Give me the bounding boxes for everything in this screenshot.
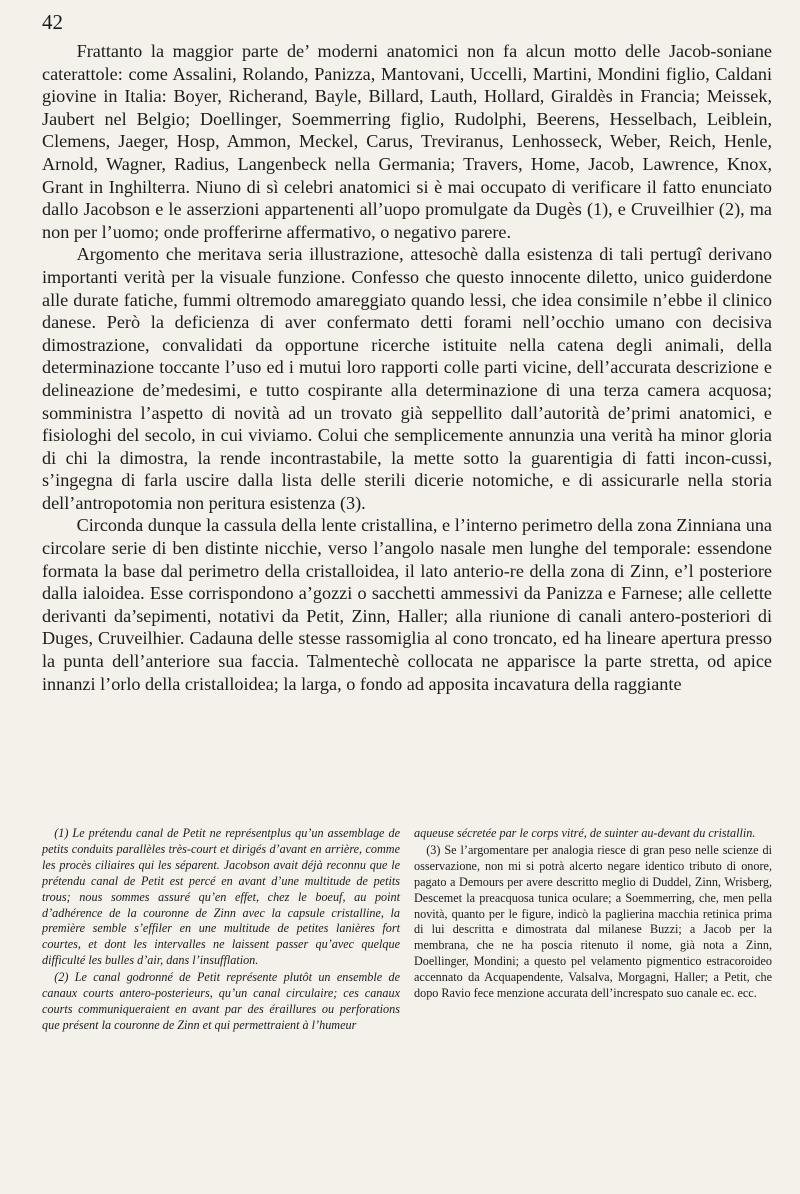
footnote-2-continuation: aqueuse sécretée par le corps vitré, de suinter au-devant du cristallin. xyxy=(414,826,756,840)
footnote-1: (1) Le prétendu canal de Petit ne représentplus qu’un assemblage de petits conduits parallèles très-court et dirigés d’avant en arrière, comme les procès ciliaires qui les séparent. Jacobson avait déjà reconnu que le prétendu canal de Petit est percé en avant d’une multitude de petits trous; nous sommes assuré qu’en effet, chez le boeuf, au point d’adhérence de la couronne de Zinn avec la capsule cristalline, la première semble s’effiler en une multitude de petites lanières fort courtes, et dont les intervalles ne laissent passer qu’avec quelque difficulté les bulles d’air, dans l’insufflation. xyxy=(42,826,400,968)
main-text xyxy=(42,40,772,695)
footnote-column-right xyxy=(414,826,772,1035)
body-paragraph-1: Frattanto la maggior parte de’ moderni anatomici non fa alcun motto delle Jacob-soniane caterattole: come Assalini, Rolando, Panizza, Mantovani, Uccelli, Martini, Mondini figlio, Caldani giovine in Italia: Boyer, Richerand, Bayle, Billard, Lauth, Hollard, Giraldès in Francia; Meissek, Jaubert nel Belgio; Doellinger, Soemmerring figlio, Rudolphi, Beerens, Hesselbach, Leiblein, Clemens, Jaeger, Hosp, Ammon, Meckel, Carus, Treviranus, Lenhosseck, Weber, Reich, Henle, Arnold, Wagner, Radius, Langenbeck nella Germania; Travers, Home, Jacob, Lawrence, Knox, Grant in Inghilterra. Niuno di sì celebri anatomici si è mai occupato di verificare il fatto enunciato dallo Jacobson e le asserzioni appartenenti all’uopo promulgate da Dugès (1), e Cruveilhier (2), ma non per l’uomo; onde profferirne affermativo, o negativo parere. xyxy=(42,41,772,242)
body-paragraph-3: Circonda dunque la cassula della lente cristallina, e l’interno perimetro della zona Zinniana una circolare serie di ben distinte nicchie, verso l’angolo nasale men lunghe del temporale: essendone formata la base dal perimetro della cristalloidea, il lato anterio-re della zona di Zinn, e’l posteriore dalla ialoidea. Esse corrispondono a’gozzi o sacchetti ammessivi da Panizza e Farnese; alle cellette derivanti da’sepimenti, notativi da Petit, Zinn, Haller; alla riunione di canali antero-posteriori di Duges, Cruveilhier. Cadauna delle stesse rassomiglia al cono troncato, ed ha lineare apertura presso la punta dell’anteriore sua faccia. Talmentechè collocata ne apparisce la parte stretta, od apice innanzi l’orlo della cristalloidea; la larga, o fondo ad apposita incavatura della raggiante xyxy=(42,515,772,694)
body-paragraph-2: Argomento che meritava seria illustrazione, attesochè dalla esistenza di tali pertugî derivano importanti verità per la visuale funzione. Confesso che questo innocente diletto, unico guiderdone alle durate fatiche, fummi oltremodo amareggiato quando lessi, che idea consimile n’ebbe il clinico danese. Però la deficienza di aver confermato detti forami nell’occhio umano con decisiva dimostrazione, convalidati da opportune ricerche istituite nella catena degli animali, della determinazione toccante l’uso ed i mutui loro rapporti colle parti vicine, dell’accurata descrizione e delineazione de’medesimi, e tutto cospirante alla determinazione di una terza camera acquosa; somministra l’aspetto di novità ad un trovato già seppellito dall’autorità de’primi anatomici, e fisiologhi del secolo, in cui viviamo. Colui che semplicemente annunzia una verità ha minor gloria di chi la dimostra, la rende incontrastabile, la mette sotto la guarentigia di fatti incon-cussi, s’ingegna di farla uscire dalla lista delle sterili dicerie notomiche, e di assicurarle nella storia dell’antropotomia non peritura esistenza (3). xyxy=(42,244,772,513)
footnote-column-left xyxy=(42,826,400,1035)
page-number: 42 xyxy=(42,10,63,34)
footnote-3: (3) Se l’argomentare per analogia riesce di gran peso nelle scienze di osservazione, non mi si potrà alcerto negare identico tributo di onore, pagato a Demours per avere descritto meglio di Duddel, Zinn, Wrisberg, Descemet la preacquosa tunica oculare; a Soemmerring, che, men pella novità, quanto per le figure, indicò la paglierina macchia retinica prima di lui descritta e dimostrata dal milanese Buzzi; a Jacob per la membrana, che ne ha poscia ritenuto il nome, già nota a Zinn, Doellinger, Mondini; a questo pel velamento pigmentico estracoroideo accennato da Acquapendente, Valsalva, Morgagni, Haller; a Petit, che dopo Ravio fece menzione accurata dell’increspato suo canale ec. ecc. xyxy=(414,842,772,1001)
footnotes xyxy=(42,826,772,1035)
footnote-2: (2) Le canal godronné de Petit représente plutôt un ensemble de canaux courts antero-posterieurs, qu’un canal circulaire; ces canaux courts communiqueraient en avant par des éraillures ou perforations que présent la couronne de Zinn et qui permettraient à l’humeur xyxy=(42,970,400,1032)
